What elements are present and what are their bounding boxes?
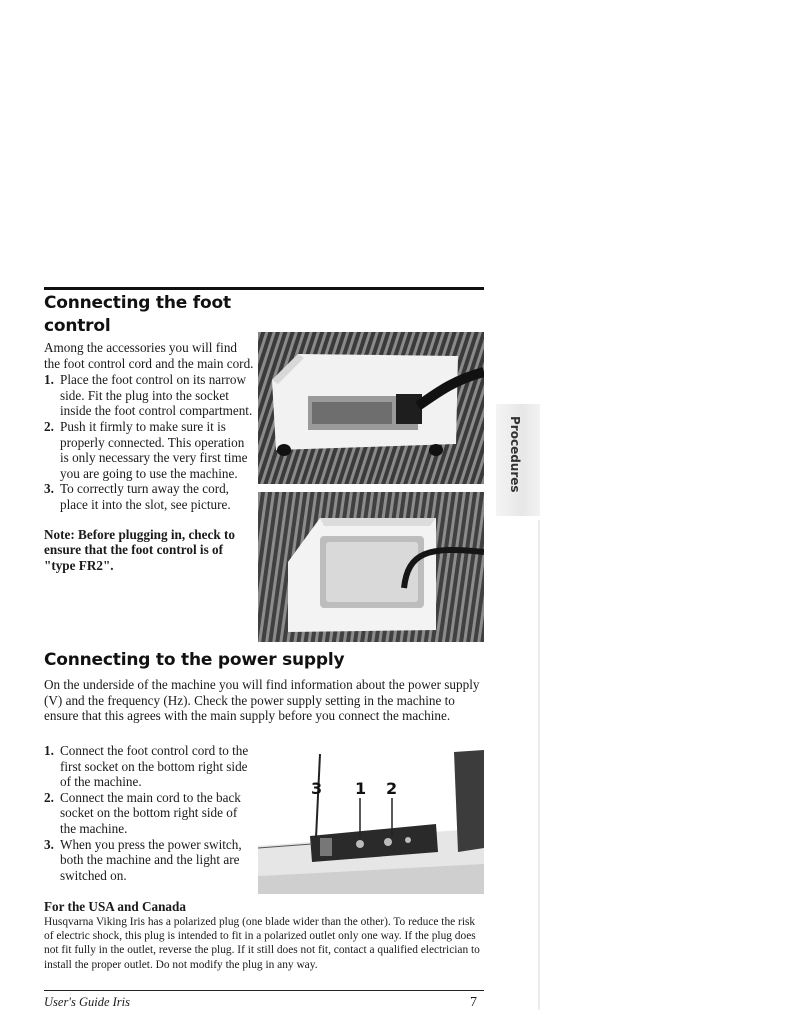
foot-control-plug-image — [258, 332, 484, 484]
socket-label-2: 2 — [386, 779, 398, 798]
heading-power-supply: Connecting to the power supply — [44, 650, 345, 670]
foot-steps — [44, 372, 254, 512]
step-text: Place the foot control on its narrow side. Fit the plug into the socket inside the foot control compartment. — [60, 372, 253, 419]
step-number: 3. — [44, 836, 54, 852]
list-item — [44, 743, 254, 790]
procedures-tab-label: Procedures — [508, 415, 522, 493]
power-steps — [44, 743, 254, 883]
list-item — [44, 837, 254, 884]
usa-canada-heading: For the USA and Canada — [44, 899, 186, 914]
procedures-tab — [496, 404, 540, 516]
step-number: 2. — [44, 418, 54, 434]
machine-sockets-image — [258, 748, 484, 894]
power-intro: On the underside of the machine you will find information about the power supply (V) and the frequency (Hz). Check the power supply setting in the machine to ensure that this agrees with the main supply before you connect the machine. — [44, 677, 480, 724]
cord-slot-image — [258, 492, 484, 642]
photo-cord-in-slot — [258, 492, 484, 642]
step-number: 3. — [44, 481, 54, 497]
foot-intro: Among the accessories you will find the foot control cord and the main cord. — [44, 340, 254, 371]
step-text: To correctly turn away the cord, place it into the slot, see picture. — [60, 481, 231, 512]
step-text: When you press the power switch, both the machine and the light are switched on. — [60, 836, 242, 883]
list-item — [44, 372, 254, 419]
usa-canada-text: Husqvarna Viking Iris has a polarized plug (one blade wider than the other). To reduce the risk of electric shock, this plug is intended to fit in a polarized outlet only one way. If the plug does not fit fully in the outlet, reverse the plug. If it still does not fit, contact a qualified electrician to install the proper outlet. Do not modify the plug in any way. — [44, 916, 480, 971]
list-item — [44, 790, 254, 837]
section-top-rule — [44, 287, 484, 290]
socket-label-1: 1 — [355, 779, 367, 798]
list-item — [44, 481, 254, 512]
step-number: 1. — [44, 372, 54, 388]
heading-foot-control: Connecting the foot control — [44, 293, 231, 336]
page-binding-edge — [538, 520, 540, 1010]
step-text: Connect the foot control cord to the first socket on the bottom right side of the machine. — [60, 743, 249, 790]
step-number: 1. — [44, 743, 54, 758]
footer-guide-title: User's Guide Iris — [44, 995, 131, 1009]
footer-rule — [44, 990, 484, 991]
page-number: 7 — [470, 995, 477, 1010]
photo-machine-sockets — [258, 748, 484, 894]
photo-foot-control-plug — [258, 332, 484, 484]
list-item — [44, 419, 254, 481]
socket-label-3: 3 — [311, 779, 323, 798]
step-text: Connect the main cord to the back socket on the bottom right side of the machine. — [60, 789, 241, 836]
step-number: 2. — [44, 789, 54, 805]
foot-control-text — [44, 340, 254, 573]
type-fr2-note: Note: Before plugging in, check to ensure that the foot control is of "type FR2". — [44, 526, 235, 573]
step-text: Push it firmly to make sure it is properly connected. This operation is only necessary the very first time you are going to use the machine. — [60, 418, 248, 481]
